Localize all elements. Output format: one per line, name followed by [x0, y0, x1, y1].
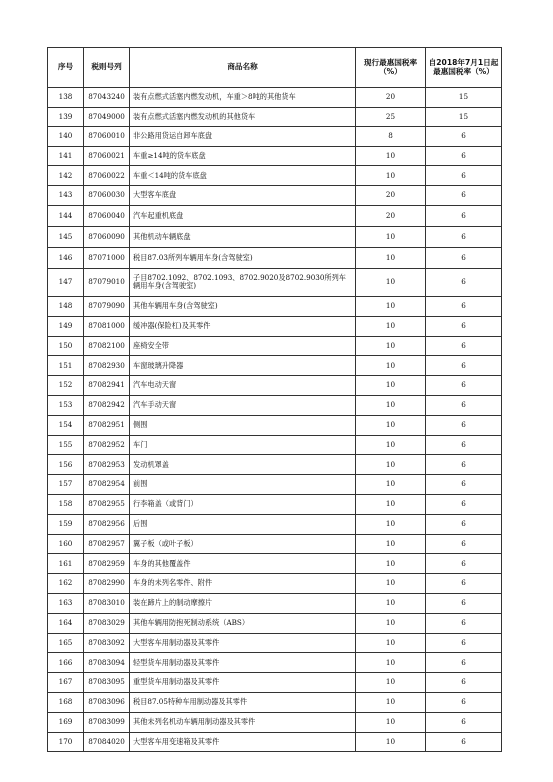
- row-serial-no: 165: [48, 633, 84, 653]
- table-row: [48, 296, 502, 316]
- row-new-rate: 6: [426, 494, 502, 514]
- row-serial-no: 142: [48, 166, 84, 186]
- table-row: [48, 574, 502, 594]
- row-product-name: 其他机动车辆底盘: [130, 226, 356, 247]
- table-row: [48, 514, 502, 534]
- row-serial-no: 148: [48, 296, 84, 316]
- row-new-rate: 6: [426, 166, 502, 186]
- row-current-rate: 10: [356, 494, 426, 514]
- table-row: [48, 475, 502, 495]
- row-new-rate: 15: [426, 88, 502, 108]
- tariff-table: [47, 47, 502, 752]
- row-tariff-code: 87071000: [84, 247, 130, 268]
- row-current-rate: 10: [356, 633, 426, 653]
- row-tariff-code: 87083094: [84, 653, 130, 673]
- row-current-rate: 10: [356, 268, 426, 296]
- row-product-name: 车身的未列名零件、附件: [130, 574, 356, 594]
- row-serial-no: 151: [48, 356, 84, 376]
- row-tariff-code: 87060022: [84, 166, 130, 186]
- row-serial-no: 168: [48, 692, 84, 712]
- row-serial-no: 170: [48, 732, 84, 752]
- row-tariff-code: 87082990: [84, 574, 130, 594]
- row-serial-no: 160: [48, 534, 84, 554]
- row-tariff-code: 87083029: [84, 613, 130, 633]
- row-tariff-code: 87082954: [84, 475, 130, 495]
- row-serial-no: 145: [48, 226, 84, 247]
- row-tariff-code: 87060040: [84, 205, 130, 226]
- row-product-name: 大型客车用变速箱及其零件: [130, 732, 356, 752]
- table-row: [48, 534, 502, 554]
- row-current-rate: 10: [356, 613, 426, 633]
- row-product-name: 子目8702.1092、8702.1093、8702.9020及8702.9030所列车辆用车身(含驾驶室): [130, 268, 356, 296]
- row-serial-no: 139: [48, 107, 84, 126]
- table-row: [48, 415, 502, 435]
- row-new-rate: 6: [426, 673, 502, 693]
- table-row: [48, 336, 502, 356]
- row-tariff-code: 87060090: [84, 226, 130, 247]
- row-product-name: 非公路用货运自卸车底盘: [130, 126, 356, 146]
- row-current-rate: 10: [356, 554, 426, 574]
- row-tariff-code: 87082100: [84, 336, 130, 356]
- row-tariff-code: 87049000: [84, 107, 130, 126]
- row-current-rate: 10: [356, 574, 426, 594]
- row-new-rate: 6: [426, 653, 502, 673]
- row-current-rate: 10: [356, 166, 426, 186]
- row-tariff-code: 87082930: [84, 356, 130, 376]
- row-new-rate: 6: [426, 692, 502, 712]
- row-serial-no: 140: [48, 126, 84, 146]
- table-row: [48, 247, 502, 268]
- row-product-name: 后围: [130, 514, 356, 534]
- row-new-rate: 6: [426, 126, 502, 146]
- row-new-rate: 6: [426, 186, 502, 206]
- row-new-rate: 6: [426, 247, 502, 268]
- row-product-name: 汽车起重机底盘: [130, 205, 356, 226]
- row-product-name: 装有点燃式活塞内燃发动机的其他货车: [130, 107, 356, 126]
- row-current-rate: 20: [356, 186, 426, 206]
- row-serial-no: 157: [48, 475, 84, 495]
- row-tariff-code: 87082959: [84, 554, 130, 574]
- table-row: [48, 226, 502, 247]
- table-row: [48, 186, 502, 206]
- row-tariff-code: 87083099: [84, 712, 130, 732]
- table-row: [48, 88, 502, 108]
- row-tariff-code: 87082952: [84, 435, 130, 455]
- table-body: [48, 88, 502, 752]
- row-product-name: 其他车辆用防抱死制动系统（ABS）: [130, 613, 356, 633]
- row-product-name: 大型客车用制动器及其零件: [130, 633, 356, 653]
- row-tariff-code: 87083096: [84, 692, 130, 712]
- table-row: [48, 732, 502, 752]
- row-product-name: 税目87.05特种车用制动器及其零件: [130, 692, 356, 712]
- row-serial-no: 138: [48, 88, 84, 108]
- row-new-rate: 6: [426, 336, 502, 356]
- row-new-rate: 6: [426, 316, 502, 336]
- row-product-name: 缓冲器(保险杠)及其零件: [130, 316, 356, 336]
- row-current-rate: 10: [356, 316, 426, 336]
- row-product-name: 车重≥14吨的货车底盘: [130, 146, 356, 166]
- row-tariff-code: 87082942: [84, 395, 130, 415]
- table-row: [48, 356, 502, 376]
- table-row: [48, 653, 502, 673]
- header-tariff-code: 税则号列: [84, 48, 130, 88]
- row-serial-no: 162: [48, 574, 84, 594]
- row-product-name: 其他未列名机动车辆用制动器及其零件: [130, 712, 356, 732]
- row-new-rate: 6: [426, 395, 502, 415]
- row-product-name: 车窗玻璃升降器: [130, 356, 356, 376]
- row-tariff-code: 87060030: [84, 186, 130, 206]
- row-current-rate: 10: [356, 653, 426, 673]
- row-current-rate: 10: [356, 673, 426, 693]
- row-serial-no: 158: [48, 494, 84, 514]
- row-new-rate: 6: [426, 205, 502, 226]
- row-serial-no: 143: [48, 186, 84, 206]
- row-serial-no: 147: [48, 268, 84, 296]
- row-serial-no: 153: [48, 395, 84, 415]
- row-new-rate: 6: [426, 296, 502, 316]
- row-new-rate: 6: [426, 574, 502, 594]
- row-product-name: 发动机罩盖: [130, 455, 356, 475]
- row-new-rate: 6: [426, 514, 502, 534]
- row-tariff-code: 87043240: [84, 88, 130, 108]
- row-current-rate: 20: [356, 205, 426, 226]
- row-product-name: 税目87.03所列车辆用车身(含驾驶室): [130, 247, 356, 268]
- table-row: [48, 268, 502, 296]
- row-current-rate: 10: [356, 435, 426, 455]
- row-new-rate: 6: [426, 554, 502, 574]
- table-row: [48, 435, 502, 455]
- row-current-rate: 10: [356, 514, 426, 534]
- row-tariff-code: 87082956: [84, 514, 130, 534]
- row-product-name: 装有点燃式活塞内燃发动机，车重＞8吨的其他货车: [130, 88, 356, 108]
- row-product-name: 大型客车底盘: [130, 186, 356, 206]
- row-product-name: 车门: [130, 435, 356, 455]
- row-new-rate: 6: [426, 376, 502, 396]
- row-current-rate: 10: [356, 395, 426, 415]
- row-current-rate: 10: [356, 296, 426, 316]
- row-current-rate: 10: [356, 146, 426, 166]
- row-serial-no: 146: [48, 247, 84, 268]
- row-current-rate: 10: [356, 455, 426, 475]
- row-product-name: 行李箱盖（或背门）: [130, 494, 356, 514]
- row-serial-no: 155: [48, 435, 84, 455]
- row-serial-no: 156: [48, 455, 84, 475]
- row-new-rate: 6: [426, 455, 502, 475]
- row-serial-no: 159: [48, 514, 84, 534]
- row-new-rate: 6: [426, 226, 502, 247]
- row-new-rate: 6: [426, 633, 502, 653]
- row-current-rate: 10: [356, 226, 426, 247]
- table-row: [48, 126, 502, 146]
- table-row: [48, 554, 502, 574]
- row-tariff-code: 87081000: [84, 316, 130, 336]
- table-row: [48, 107, 502, 126]
- row-tariff-code: 87082953: [84, 455, 130, 475]
- row-tariff-code: 87083095: [84, 673, 130, 693]
- row-product-name: 翼子板（或叶子板）: [130, 534, 356, 554]
- table-row: [48, 376, 502, 396]
- table-row: [48, 166, 502, 186]
- table-row: [48, 692, 502, 712]
- row-product-name: 车身的其他覆盖件: [130, 554, 356, 574]
- header-current-rate: 现行最惠国税率（%）: [356, 48, 426, 88]
- row-current-rate: 10: [356, 336, 426, 356]
- row-tariff-code: 87082951: [84, 415, 130, 435]
- row-product-name: 其他车辆用车身(含驾驶室): [130, 296, 356, 316]
- row-current-rate: 20: [356, 88, 426, 108]
- row-serial-no: 154: [48, 415, 84, 435]
- row-new-rate: 6: [426, 435, 502, 455]
- table-row: [48, 494, 502, 514]
- header-product-name: 商品名称: [130, 48, 356, 88]
- header-new-rate: 自2018年7月1日起最惠国税率（%）: [426, 48, 502, 88]
- header-serial-no: 序号: [48, 48, 84, 88]
- row-current-rate: 10: [356, 593, 426, 613]
- row-product-name: 轻型货车用制动器及其零件: [130, 653, 356, 673]
- row-current-rate: 10: [356, 356, 426, 376]
- row-product-name: 座椅安全带: [130, 336, 356, 356]
- table-row: [48, 205, 502, 226]
- row-current-rate: 10: [356, 376, 426, 396]
- row-product-name: 装在蹄片上的制动摩擦片: [130, 593, 356, 613]
- table-row: [48, 146, 502, 166]
- table-header-row: [48, 48, 502, 88]
- row-current-rate: 10: [356, 712, 426, 732]
- row-current-rate: 10: [356, 415, 426, 435]
- row-product-name: 前围: [130, 475, 356, 495]
- table-row: [48, 613, 502, 633]
- row-serial-no: 150: [48, 336, 84, 356]
- row-serial-no: 141: [48, 146, 84, 166]
- row-serial-no: 164: [48, 613, 84, 633]
- row-tariff-code: 87060010: [84, 126, 130, 146]
- row-current-rate: 10: [356, 732, 426, 752]
- row-tariff-code: 87082957: [84, 534, 130, 554]
- row-serial-no: 163: [48, 593, 84, 613]
- row-product-name: 重型货车用制动器及其零件: [130, 673, 356, 693]
- row-tariff-code: 87082955: [84, 494, 130, 514]
- row-current-rate: 10: [356, 534, 426, 554]
- row-current-rate: 10: [356, 692, 426, 712]
- row-current-rate: 8: [356, 126, 426, 146]
- row-serial-no: 144: [48, 205, 84, 226]
- row-new-rate: 6: [426, 534, 502, 554]
- row-current-rate: 10: [356, 247, 426, 268]
- row-current-rate: 10: [356, 475, 426, 495]
- row-tariff-code: 87084020: [84, 732, 130, 752]
- row-tariff-code: 87060021: [84, 146, 130, 166]
- row-serial-no: 167: [48, 673, 84, 693]
- row-new-rate: 6: [426, 146, 502, 166]
- table-row: [48, 316, 502, 336]
- row-new-rate: 15: [426, 107, 502, 126]
- row-serial-no: 169: [48, 712, 84, 732]
- row-serial-no: 161: [48, 554, 84, 574]
- row-serial-no: 152: [48, 376, 84, 396]
- row-new-rate: 6: [426, 415, 502, 435]
- row-current-rate: 25: [356, 107, 426, 126]
- table-row: [48, 712, 502, 732]
- table-row: [48, 673, 502, 693]
- row-tariff-code: 87083092: [84, 633, 130, 653]
- table-row: [48, 633, 502, 653]
- row-product-name: 车重＜14吨的货车底盘: [130, 166, 356, 186]
- row-tariff-code: 87082941: [84, 376, 130, 396]
- row-tariff-code: 87079090: [84, 296, 130, 316]
- row-serial-no: 149: [48, 316, 84, 336]
- row-new-rate: 6: [426, 356, 502, 376]
- row-new-rate: 6: [426, 613, 502, 633]
- row-tariff-code: 87079010: [84, 268, 130, 296]
- row-product-name: 汽车电动天窗: [130, 376, 356, 396]
- row-new-rate: 6: [426, 712, 502, 732]
- row-tariff-code: 87083010: [84, 593, 130, 613]
- row-serial-no: 166: [48, 653, 84, 673]
- row-new-rate: 6: [426, 268, 502, 296]
- row-new-rate: 6: [426, 593, 502, 613]
- table-row: [48, 395, 502, 415]
- row-product-name: 侧围: [130, 415, 356, 435]
- row-new-rate: 6: [426, 475, 502, 495]
- table-row: [48, 593, 502, 613]
- row-product-name: 汽车手动天窗: [130, 395, 356, 415]
- table-row: [48, 455, 502, 475]
- row-new-rate: 6: [426, 732, 502, 752]
